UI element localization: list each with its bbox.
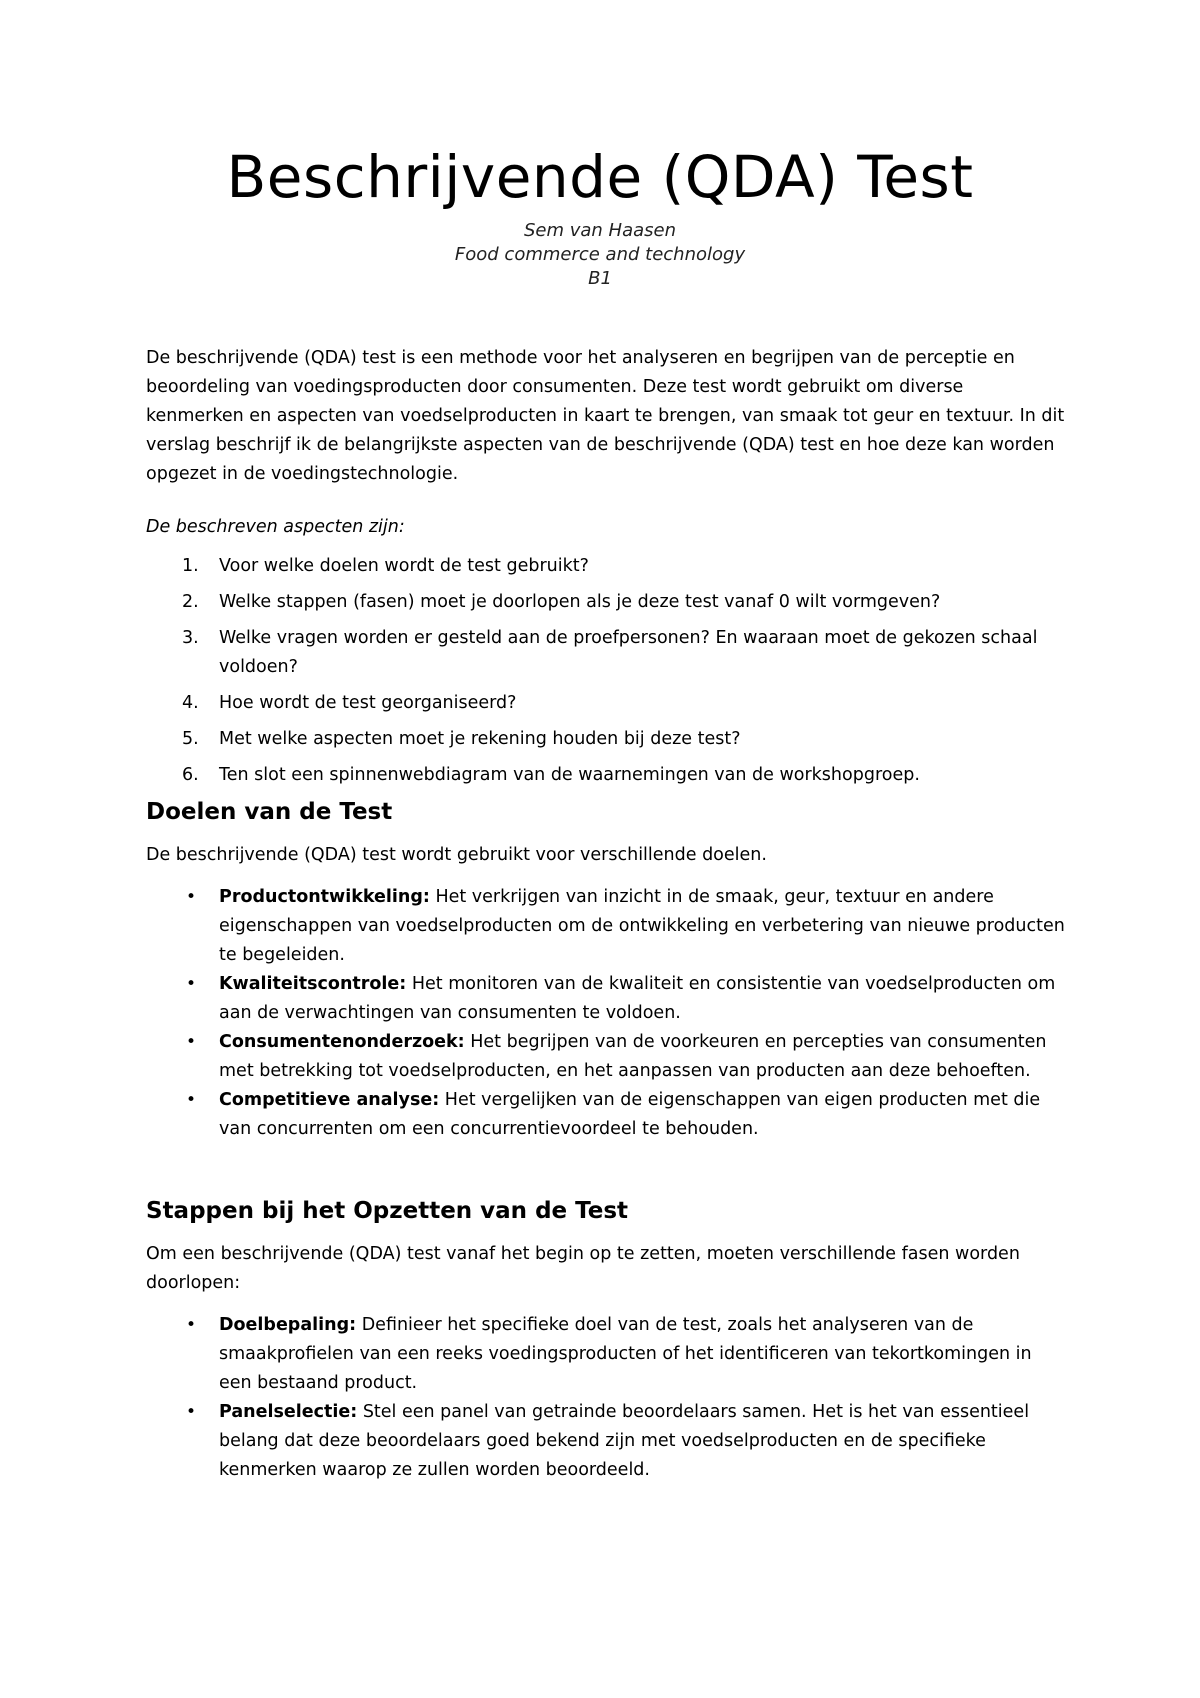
list-item-text: Welke stappen (fasen) moet je doorlopen als je deze test vanaf 0 wilt vormgeven? <box>219 592 941 612</box>
list-item <box>146 1086 1066 1144</box>
bullet-icon: • <box>186 1032 197 1052</box>
list-item <box>146 552 1066 581</box>
goals-list <box>146 883 1066 1144</box>
aspects-list <box>146 552 1066 790</box>
term-description: Het monitoren van de kwaliteit en consistentie van voedselproducten om aan de verwachtingen van consumenten te voldoen. <box>219 974 1056 1023</box>
document-body <box>146 344 1066 1485</box>
list-item-text: Hoe wordt de test georganiseerd? <box>219 693 517 713</box>
list-item-text: Met welke aspecten moet je rekening houden bij deze test? <box>219 729 741 749</box>
list-item <box>146 725 1066 754</box>
list-item <box>146 761 1066 790</box>
bullet-icon: • <box>186 974 197 994</box>
term-label: Panelselectie: <box>219 1402 358 1422</box>
term-label: Competitieve analyse: <box>219 1090 440 1110</box>
goals-intro: De beschrijvende (QDA) test wordt gebruikt voor verschillende doelen. <box>146 845 767 865</box>
list-item <box>146 689 1066 718</box>
bullet-icon: • <box>186 1090 197 1110</box>
intro-paragraph: De beschrijvende (QDA) test is een methode voor het analyseren en begrijpen van de perceptie en beoordeling van voedingsproducten door consumenten. Deze test wordt gebruikt om diverse kenmerken en aspecten van voedselproducten in kaart te brengen, van smaak tot geur en textuur. In dit verslag beschrijf ik de belangrijkste aspecten van de beschrijvende (QDA) test en hoe deze kan worden opgezet in de voedingstechnologie. <box>146 348 1065 484</box>
term-description: Stel een panel van getrainde beoordelaars samen. Het is het van essentieel belang dat deze beoordelaars goed bekend zijn met voedselproducten en de specifieke kenmerken waarop ze zullen worden beoordeeld. <box>219 1402 1030 1480</box>
steps-list <box>146 1311 1066 1485</box>
term-label: Productontwikkeling: <box>219 887 430 907</box>
bullet-icon: • <box>186 1402 197 1422</box>
term-description: Het begrijpen van de voorkeuren en percepties van consumenten met betrekking tot voedselproducten, en het aanpassen van producten aan deze behoeften. <box>219 1032 1047 1081</box>
list-item-text: Ten slot een spinnenwebdiagram van de waarnemingen van de workshopgroep. <box>219 765 920 785</box>
list-number: 3. <box>182 628 199 648</box>
aspects-lead: De beschreven aspecten zijn: <box>146 517 405 537</box>
document-title: Beschrijvende (QDA) Test <box>226 143 974 211</box>
term-description: Het vergelijken van de eigenschappen van eigen producten met die van concurrenten om een concurrentievoordeel te behouden. <box>219 1090 1041 1139</box>
list-number: 1. <box>182 556 199 576</box>
list-item <box>146 970 1066 1028</box>
list-item <box>146 588 1066 617</box>
list-number: 2. <box>182 592 199 612</box>
bullet-icon: • <box>186 887 197 907</box>
group-label: B1 <box>588 268 612 289</box>
goals-heading: Doelen van de Test <box>146 799 393 825</box>
term-label: Kwaliteitscontrole: <box>219 974 407 994</box>
steps-heading: Stappen bij het Opzetten van de Test <box>146 1198 629 1224</box>
list-item <box>146 1028 1066 1086</box>
term-description: Het verkrijgen van inzicht in de smaak, geur, textuur en andere eigenschappen van voedselproducten om de ontwikkeling en verbetering van nieuwe producten te begeleiden. <box>219 887 1065 965</box>
term-label: Doelbepaling: <box>219 1315 357 1335</box>
list-number: 4. <box>182 693 199 713</box>
list-item <box>146 1311 1066 1398</box>
list-item <box>146 1398 1066 1485</box>
list-item <box>146 883 1066 970</box>
steps-intro: Om een beschrijvende (QDA) test vanaf het begin op te zetten, moeten verschillende fasen worden doorlopen: <box>146 1244 1020 1293</box>
list-item-text: Welke vragen worden er gesteld aan de proefpersonen? En waaraan moet de gekozen schaal voldoen? <box>219 628 1038 677</box>
list-number: 5. <box>182 729 199 749</box>
term-label: Consumentenonderzoek: <box>219 1032 465 1052</box>
term-description: Definieer het specifieke doel van de test, zoals het analyseren van de smaakprofielen van een reeks voedingsproducten of het identificeren van tekortkomingen in een bestaand product. <box>219 1315 1032 1393</box>
course-name: Food commerce and technology <box>454 244 746 265</box>
list-number: 6. <box>182 765 199 785</box>
list-item-text: Voor welke doelen wordt de test gebruikt? <box>219 556 589 576</box>
bullet-icon: • <box>186 1315 197 1335</box>
list-item <box>146 624 1066 682</box>
author-name: Sem van Haasen <box>523 220 677 241</box>
